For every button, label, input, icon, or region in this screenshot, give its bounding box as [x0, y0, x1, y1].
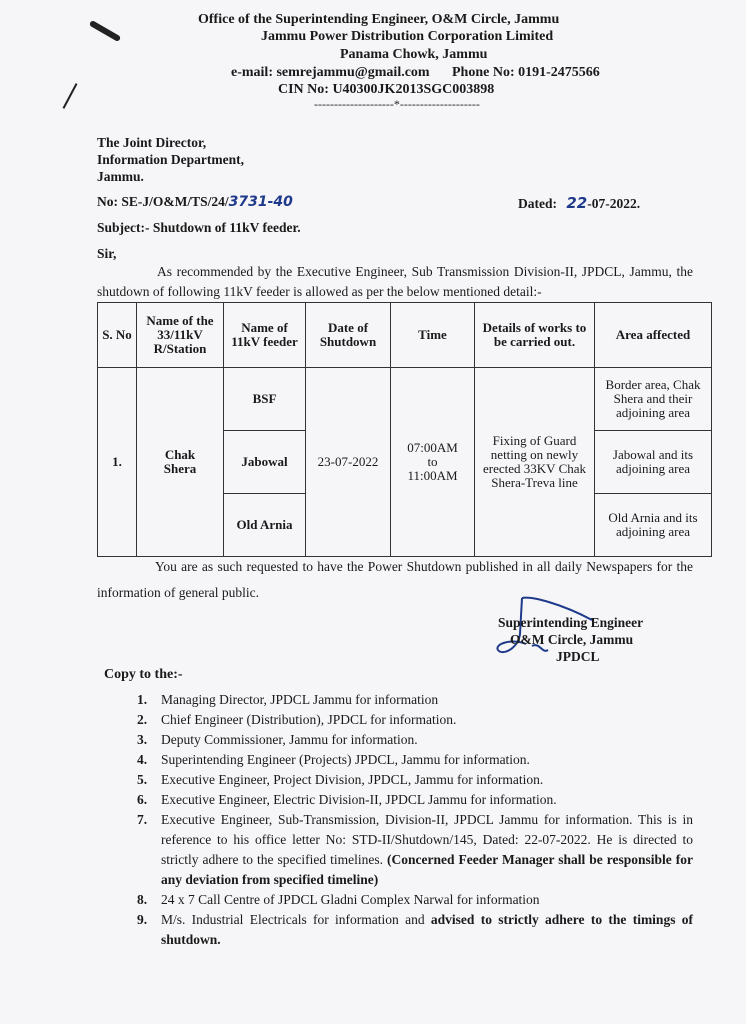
- header-area: Area affected: [595, 303, 712, 368]
- reference-handwritten: 3731-40: [228, 194, 293, 210]
- list-item: 8. 24 x 7 Call Centre of JPDCL Gladni Complex Narwal for information: [137, 892, 540, 907]
- cell-station: Chak Shera: [137, 368, 224, 557]
- cell-feeder-old-arnia: Old Arnia: [224, 494, 306, 557]
- date-rest: -07-2022.: [587, 196, 641, 211]
- cell-sno: 1.: [98, 368, 137, 557]
- date-label: Dated:: [518, 196, 557, 211]
- cell-area-jabowal: Jabowal and its adjoining area: [595, 431, 712, 494]
- table-row: [98, 368, 712, 431]
- addressee-line1: The Joint Director,: [97, 135, 207, 150]
- header-works: Details of works to be carried out.: [475, 303, 595, 368]
- signature-block: [498, 614, 643, 665]
- header-divider: --------------------*--------------------: [314, 97, 480, 111]
- header-feeder: Name of 11kV feeder: [224, 303, 306, 368]
- signatory-title: Superintending Engineer: [498, 615, 644, 630]
- signatory-org: JPDCL: [556, 649, 600, 664]
- office-name: Office of the Superintending Engineer, O&M Circle, Jammu: [198, 12, 560, 27]
- list-item: 5. Executive Engineer, Project Division, JPDCL, Jammu for information.: [137, 772, 544, 787]
- reference-number: [97, 194, 293, 210]
- office-address: Panama Chowk, Jammu: [340, 47, 488, 62]
- header-date: Date of Shutdown: [306, 303, 391, 368]
- copy-to-list: [137, 690, 693, 950]
- list-item: 7. Executive Engineer, Sub-Transmission, Division-II, JPDCL Jammu for information. This is in reference to his office letter No: STD-II/Shutdown/145, Dated: 22-07-2022. He is directed to strictly adhere to the specified timelines. (Concerned Feeder Manager shall be responsible for any deviation from specified timeline): [137, 812, 693, 887]
- list-item: 2. Chief Engineer (Distribution), JPDCL for information.: [137, 712, 457, 727]
- intro-paragraph: As recommended by the Executive Engineer, Sub Transmission Division-II, JPDCL, Jammu, the shutdown of following 11kV feeder is allowed as per the below mentioned detail:-: [97, 264, 693, 299]
- reference-label: No: SE-J/O&M/TS/24/: [97, 194, 229, 209]
- date-day-handwritten: 22: [566, 194, 588, 212]
- salutation: Sir,: [97, 246, 117, 261]
- contact-phone: Phone No: 0191-2475566: [452, 65, 600, 80]
- cell-date: 23-07-2022: [306, 368, 391, 557]
- header-time: Time: [391, 303, 475, 368]
- cell-area-old-arnia: Old Arnia and its adjoining area: [595, 494, 712, 557]
- copy-to-heading: Copy to the:-: [104, 667, 183, 682]
- contact-email: e-mail: semrejammu@gmail.com: [231, 65, 430, 80]
- signatory-circle: O&M Circle, Jammu: [510, 632, 634, 647]
- list-item: 4. Superintending Engineer (Projects) JPDCL, Jammu for information.: [137, 752, 530, 767]
- cell-feeder-bsf: BSF: [224, 368, 306, 431]
- request-paragraph: You are as such requested to have the Power Shutdown published in all daily Newspapers for the information of general public.: [97, 559, 693, 600]
- addressee-line3: Jammu.: [97, 169, 144, 184]
- cell-feeder-jabowal: Jabowal: [224, 431, 306, 494]
- letter-date: [518, 194, 640, 212]
- table-header-row: [98, 303, 712, 368]
- cin-number: CIN No: U40300JK2013SGC003898: [278, 82, 495, 97]
- staple-mark: [89, 20, 121, 42]
- list-item: 6. Executive Engineer, Electric Division-II, JPDCL Jammu for information.: [137, 792, 557, 807]
- header-sno: S. No: [98, 303, 137, 368]
- list-item: 9. M/s. Industrial Electricals for information and advised to strictly adhere to the timings of shutdown.: [137, 912, 693, 947]
- cell-area-bsf: Border area, Chak Shera and their adjoining area: [595, 368, 712, 431]
- shutdown-table: [97, 302, 712, 557]
- header-station: Name of the 33/11kV R/Station: [137, 303, 224, 368]
- addressee-line2: Information Department,: [97, 152, 244, 167]
- corporation-name: Jammu Power Distribution Corporation Limited: [261, 29, 554, 44]
- subject-line: Subject:- Shutdown of 11kV feeder.: [97, 220, 301, 235]
- pen-mark: [63, 83, 78, 109]
- list-item: 3. Deputy Commissioner, Jammu for information.: [137, 732, 418, 747]
- cell-time: 07:00AM to 11:00AM: [391, 368, 475, 557]
- list-item: 1. Managing Director, JPDCL Jammu for information: [137, 692, 439, 707]
- cell-works: Fixing of Guard netting on newly erected 33KV Chak Shera-Treva line: [475, 368, 595, 557]
